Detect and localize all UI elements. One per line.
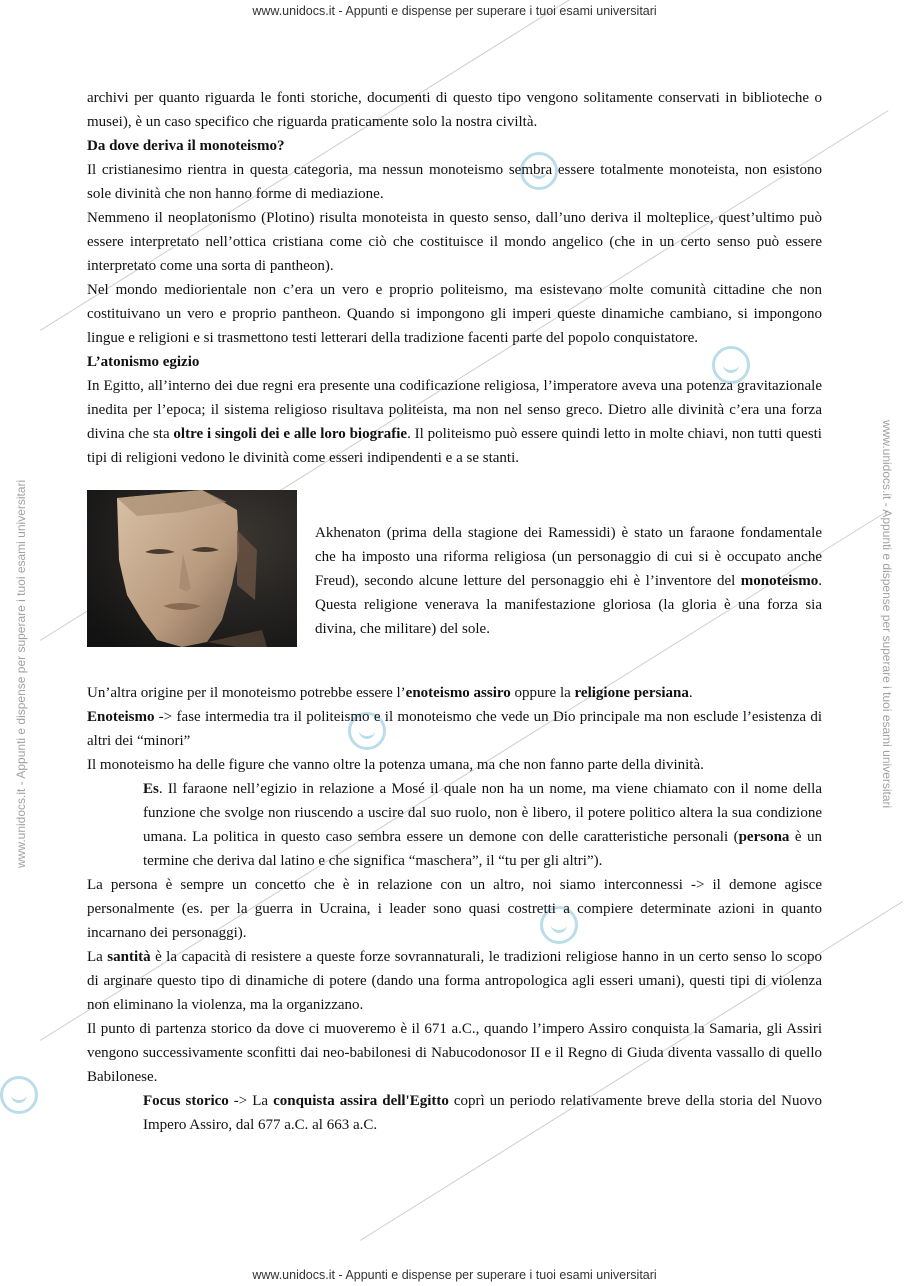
side-watermark-right: www.unidocs.it - Appunti e dispense per superare i tuoi esami universitari	[880, 420, 894, 809]
bold-text: Enoteismo	[87, 709, 155, 725]
text-run: -> fase intermedia tra il politeismo e il monoteismo che vede un Dio principale ma non esclude l’esistenza di altri dei “minori”	[87, 709, 822, 749]
section-heading-atonismo: L’atonismo egizio	[87, 354, 200, 370]
paragraph	[87, 681, 822, 705]
bold-text: Focus storico	[143, 1093, 229, 1109]
paragraph: Nemmeno il neoplatonismo (Plotino) risulta monoteista in questo senso, dall’uno deriva il molteplice, quest’ultimo può essere interpretato nell’ottica cristiana come ciò che costituisce il mondo angelico (che in un certo senso può essere interpretato come una sorta di pantheon).	[87, 210, 822, 274]
figure-caption-text	[315, 521, 822, 641]
text-run: In Egitto, all’interno dei due regni era presente una codificazione religiosa, l’imperatore aveva una potenza gravitazionale inedita per l’epoca; il sistema religioso risultava politeista, ma non nel senso greco. Dietro alle divinità c’era una forza divina che sta	[87, 378, 822, 442]
bold-text: monoteismo	[740, 573, 819, 589]
paragraph: Il punto di partenza storico da dove ci muoveremo è il 671 a.C., quando l’impero Assiro conquista la Samaria, gli Assiri vengono successivamente sconfitti dai neo-babilonesi di Nabucodonosor II e il Regno di Giuda diventa vassallo di quello Babilonese.	[87, 1021, 822, 1085]
figure-row	[87, 490, 822, 647]
bold-text: oltre i singoli dei e alle loro biografie	[173, 426, 408, 442]
paragraph: Il monoteismo ha delle figure che vanno oltre la potenza umana, ma che non fanno parte della divinità.	[87, 757, 704, 773]
text-run: La	[87, 949, 108, 965]
indented-paragraph	[143, 1089, 822, 1137]
footer-watermark[interactable]: www.unidocs.it - Appunti e dispense per superare i tuoi esami universitari	[252, 1268, 657, 1282]
text-run: -> La	[228, 1093, 274, 1109]
header-watermark[interactable]: www.unidocs.it - Appunti e dispense per superare i tuoi esami universitari	[252, 4, 657, 18]
indented-paragraph	[143, 777, 822, 873]
text-run: è la capacità di resistere a queste forze sovrannaturali, le tradizioni religiose hanno in un certo senso lo scopo di arginare questo tipo di dinamiche di potere (dando una forma antropologica agli esseri umani), questi tipi di violenza non eliminano la violenza, ma la organizzano.	[87, 949, 822, 1013]
paragraph: archivi per quanto riguarda le fonti storiche, documenti di questo tipo vengono solitamente conservati in biblioteche o musei), è un caso specifico che riguarda praticamente solo la nostra civiltà.	[87, 90, 822, 130]
text-run: . Il politeismo può essere quindi letto in molte chiavi, non tutti questi tipi di religioni vedono le divinità come esseri indipendenti e a se stanti.	[87, 426, 822, 466]
text-run: Akhenaton (prima della stagione dei Ramessidi) è stato un faraone fondamentale che ha imposto una riforma religiosa (un personaggio di cui si è occupato anche Freud), secondo alcune letture del personaggio ehi è l’inventore del	[315, 525, 822, 589]
text-run: oppure la	[510, 685, 575, 701]
bold-text: conquista assira dell'Egitto	[273, 1093, 449, 1109]
paragraph: Il cristianesimo rientra in questa categoria, ma nessun monoteismo sembra essere totalmente monoteista, non esistono sole divinità che non hanno forme di mediazione.	[87, 162, 822, 202]
section-heading-monoteismo: Da dove deriva il monoteismo?	[87, 138, 285, 154]
text-run: .	[688, 685, 693, 701]
paragraph: La persona è sempre un concetto che è in relazione con un altro, noi siamo interconnessi -> il demone agisce personalmente (es. per la guerra in Ucraina, i leader sono quasi costretti a compiere determinate azioni in quanto incarnano dei personaggi).	[87, 877, 822, 941]
bold-text: persona	[738, 829, 790, 845]
bold-text: enoteismo assiro	[405, 685, 511, 701]
paragraph	[87, 374, 822, 470]
text-run: coprì un periodo relativamente breve della storia del Nuovo Impero Assiro, dal 677 a.C. al 663 a.C.	[143, 1093, 822, 1133]
bold-text: Es	[143, 781, 159, 797]
side-watermark-left: www.unidocs.it - Appunti e dispense per superare i tuoi esami universitari	[14, 479, 28, 868]
bold-text: santità	[107, 949, 151, 965]
paragraph	[87, 945, 822, 1017]
text-run: Un’altra origine per il monoteismo potrebbe essere l’	[87, 685, 406, 701]
paragraph: Nel mondo mediorientale non c’era un vero e proprio politeismo, ma esistevano molte comunità cittadine che non costituivano un vero e proprio pantheon. Quando si impongono gli imperi queste dinamiche cambiano, si impongono lingue e religioni e si trasmettono testi letterari della tradizione facenti parte del popolo conquistatore.	[87, 282, 822, 346]
akhenaton-bust-image	[87, 490, 297, 647]
text-run: . Il faraone nell’egizio in relazione a Mosé il quale non ha un nome, ma viene chiamato con il nome della funzione che svolge non riuscendo a uscire dal suo ruolo, non è libero, il potere politico altera la sua condizione umana. La politica in questo caso sembra essere un demone con delle caratteristiche personali (	[143, 781, 822, 845]
text-run: è un termine che deriva dal latino e che significa “maschera”, il “tu per gli altri”).	[143, 829, 822, 869]
bold-text: religione persiana	[574, 685, 689, 701]
watermark-logo-icon	[0, 1076, 38, 1114]
text-run: . Questa religione venerava la manifestazione gloriosa (la gloria è una forza sia divina, che militare) del sole.	[315, 573, 822, 637]
paragraph	[87, 705, 822, 753]
document-body	[87, 86, 822, 1137]
